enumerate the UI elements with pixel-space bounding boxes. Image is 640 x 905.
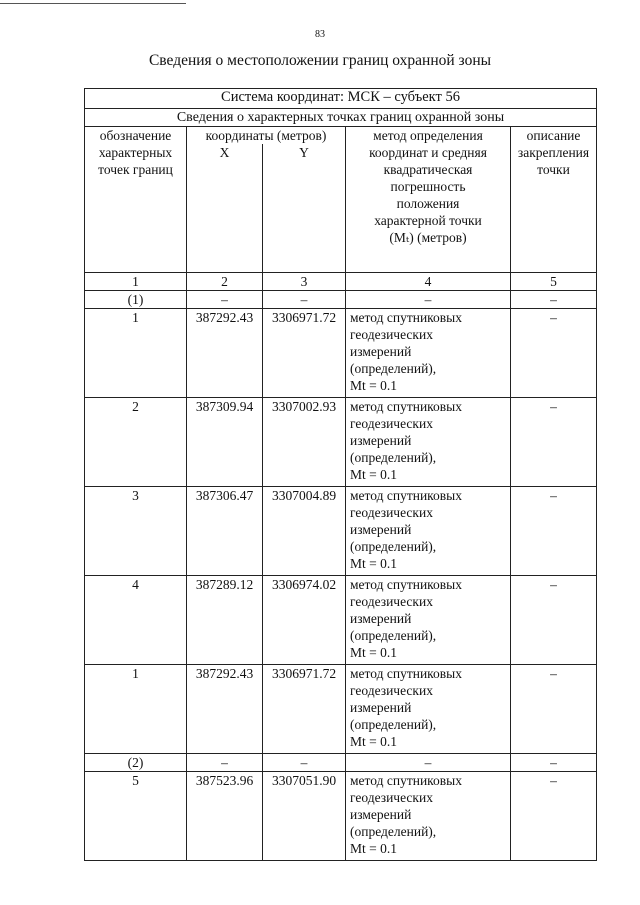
cell-x: – — [187, 290, 263, 308]
method-line: Mt = 0.1 — [350, 555, 397, 571]
cell-x: 387292.43 — [187, 308, 263, 397]
page-number: 83 — [315, 29, 325, 40]
header-line: обозначение — [99, 128, 172, 143]
point-row — [85, 575, 597, 664]
method-line: метод спутниковых — [350, 487, 462, 503]
method-line: геодезических — [350, 789, 433, 805]
method-line: измерений — [350, 432, 412, 448]
method-line: метод спутниковых — [350, 665, 462, 681]
cell-method: – — [346, 290, 511, 308]
method-line: метод спутниковых — [350, 309, 462, 325]
contour-separator-row — [85, 753, 597, 771]
method-line: геодезических — [350, 504, 433, 520]
cell-x: 387523.96 — [187, 771, 263, 860]
cell-method — [346, 397, 511, 486]
method-line: Mt = 0.1 — [350, 733, 397, 749]
cell-x: 387309.94 — [187, 397, 263, 486]
cell-id: 4 — [85, 575, 187, 664]
cell-desc: – — [511, 397, 597, 486]
header-description — [511, 127, 597, 273]
point-row — [85, 308, 597, 397]
cell-method: – — [346, 753, 511, 771]
cell-id: 3 — [85, 486, 187, 575]
cell-desc: – — [511, 290, 597, 308]
method-line: (определений), — [350, 538, 437, 554]
point-row — [85, 397, 597, 486]
cell-id: 1 — [85, 308, 187, 397]
header-x: X — [187, 144, 263, 272]
method-line: измерений — [350, 343, 412, 359]
cell-y: 3306974.02 — [263, 575, 346, 664]
header-line: (Mₜ) (метров) — [389, 230, 467, 245]
method-line: геодезических — [350, 593, 433, 609]
header-y: Y — [263, 144, 346, 272]
cell-desc: – — [511, 753, 597, 771]
cell-method — [346, 575, 511, 664]
cell-id: 2 — [85, 397, 187, 486]
method-line: геодезических — [350, 682, 433, 698]
header-line: точек границ — [98, 162, 173, 177]
section-title-row: Сведения о характерных точках границ охранной зоны — [85, 109, 597, 127]
cell-id: 5 — [85, 771, 187, 860]
cell-y: – — [263, 753, 346, 771]
method-line: Mt = 0.1 — [350, 377, 397, 393]
header-line: метод определения — [373, 128, 483, 143]
document-title: Сведения о местоположении границ охранной зоны — [148, 52, 492, 69]
coordinate-system-row: Система координат: МСК – субъект 56 — [85, 89, 597, 109]
header-line: описание — [526, 128, 581, 143]
cell-id: (1) — [85, 290, 187, 308]
cell-x: 387306.47 — [187, 486, 263, 575]
cell-id: (2) — [85, 753, 187, 771]
method-line: геодезических — [350, 326, 433, 342]
cell-id: 1 — [85, 664, 187, 753]
boundary-points-table — [84, 88, 597, 861]
method-line: (определений), — [350, 823, 437, 839]
method-line: метод спутниковых — [350, 772, 462, 788]
contour-separator-row — [85, 290, 597, 308]
cell-desc: – — [511, 664, 597, 753]
column-number: 1 — [85, 272, 187, 290]
cell-x: 387289.12 — [187, 575, 263, 664]
method-line: измерений — [350, 699, 412, 715]
cell-method — [346, 771, 511, 860]
cell-method — [346, 308, 511, 397]
cell-y: – — [263, 290, 346, 308]
column-number: 2 — [187, 272, 263, 290]
header-coordinates: координаты (метров) — [187, 127, 346, 145]
method-line: измерений — [350, 610, 412, 626]
cell-x: – — [187, 753, 263, 771]
point-row — [85, 664, 597, 753]
method-line: (определений), — [350, 716, 437, 732]
header-line: квадратическая — [383, 162, 473, 177]
cell-y: 3306971.72 — [263, 308, 346, 397]
method-line: геодезических — [350, 415, 433, 431]
cell-y: 3307004.89 — [263, 486, 346, 575]
header-line: закрепления — [517, 145, 590, 160]
cell-desc: – — [511, 575, 597, 664]
cell-x: 387292.43 — [187, 664, 263, 753]
header-line: координат и средняя — [369, 145, 487, 160]
header-line: характерных — [98, 145, 173, 160]
header-line: погрешность — [390, 179, 466, 194]
method-line: измерений — [350, 521, 412, 537]
cell-method — [346, 664, 511, 753]
method-line: (определений), — [350, 449, 437, 465]
point-row — [85, 771, 597, 860]
cell-method — [346, 486, 511, 575]
method-line: Mt = 0.1 — [350, 644, 397, 660]
header-point-designation — [85, 127, 187, 273]
method-line: измерений — [350, 806, 412, 822]
cell-y: 3307051.90 — [263, 771, 346, 860]
cell-desc: – — [511, 308, 597, 397]
column-number: 3 — [263, 272, 346, 290]
header-line: положения — [396, 196, 460, 211]
header-line: характерной точки — [374, 213, 482, 228]
cell-y: 3307002.93 — [263, 397, 346, 486]
method-line: метод спутниковых — [350, 398, 462, 414]
method-line: Mt = 0.1 — [350, 466, 397, 482]
method-line: Mt = 0.1 — [350, 840, 397, 856]
point-row — [85, 486, 597, 575]
column-number: 4 — [346, 272, 511, 290]
cell-desc: – — [511, 486, 597, 575]
method-line: (определений), — [350, 627, 437, 643]
corner-rule — [0, 3, 186, 4]
header-line: точки — [537, 162, 570, 177]
column-number: 5 — [511, 272, 597, 290]
cell-desc: – — [511, 771, 597, 860]
cell-y: 3306971.72 — [263, 664, 346, 753]
method-line: (определений), — [350, 360, 437, 376]
method-line: метод спутниковых — [350, 576, 462, 592]
header-method — [346, 127, 511, 273]
